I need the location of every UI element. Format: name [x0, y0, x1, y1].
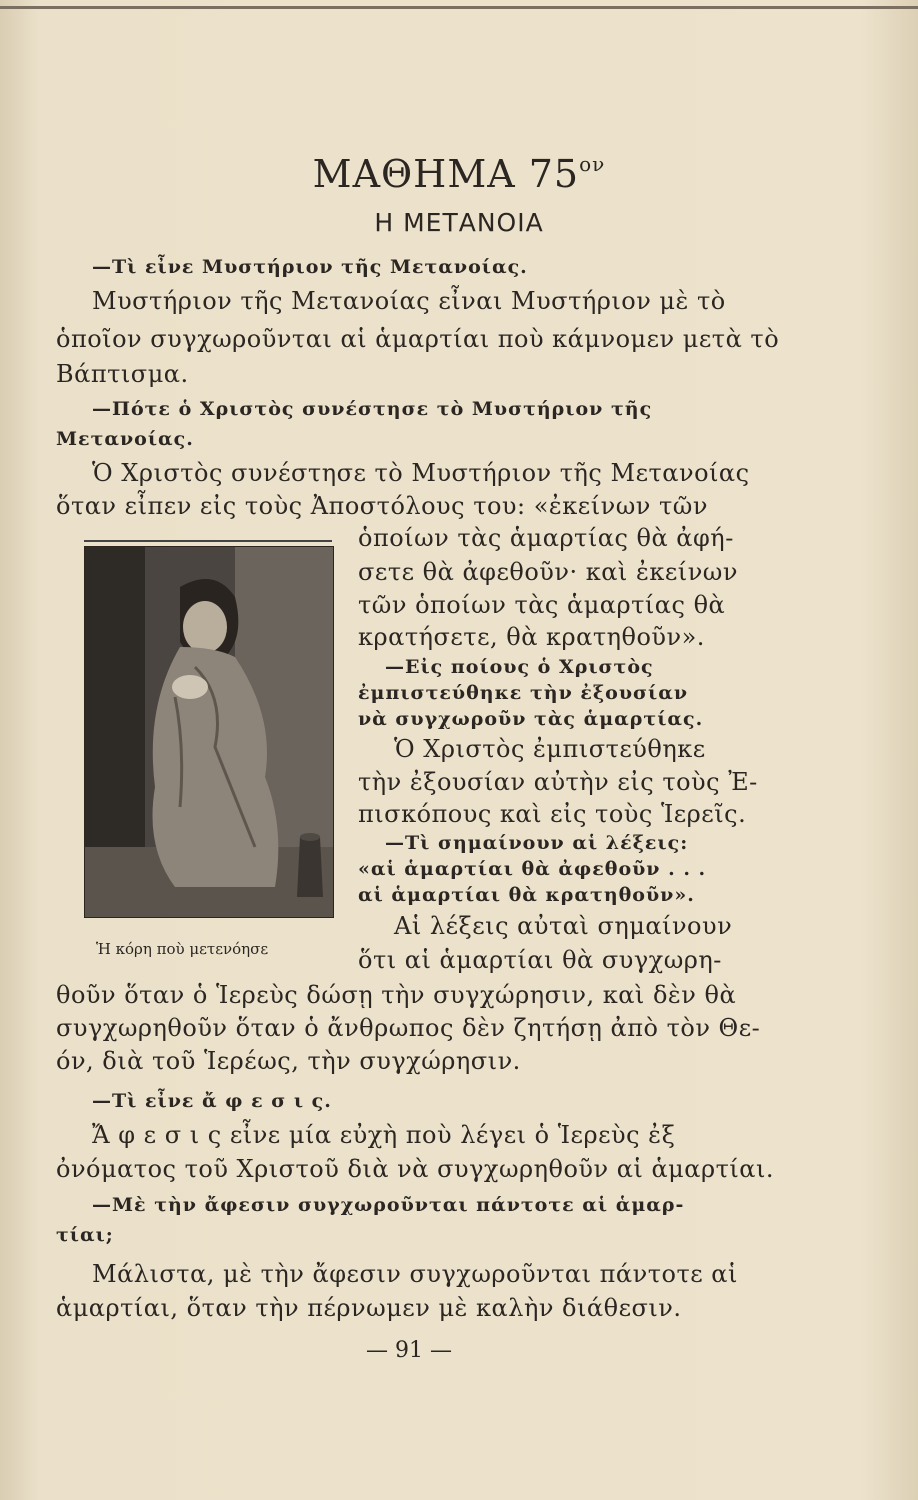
- question-line: τίαι;: [56, 1224, 114, 1246]
- question-line: —Τὶ εἶνε ἄ φ ε σ ι ς.: [92, 1090, 332, 1112]
- question-line: νὰ συγχωροῦν τὰς ἁμαρτίας.: [358, 708, 704, 730]
- text-line: Ὁ Χριστὸς ἐμπιστεύθηκε: [394, 735, 706, 763]
- text-line: Βάπτισμα.: [56, 360, 189, 388]
- figure-caption: Ἡ κόρη ποὺ μετενόησε: [96, 940, 269, 958]
- text-line: Μυστήριον τῆς Μετανοίας εἶναι Μυστήριον μὲ τὸ: [92, 287, 726, 315]
- text-line: πισκόπους καὶ εἰς τοὺς Ἱερεῖς.: [358, 800, 747, 828]
- text-line: Ἄ φ ε σ ι ς εἶνε μία εὐχὴ ποὺ λέγει ὁ Ἱερεὺς ἐξ: [92, 1121, 676, 1149]
- text-line: συγχωρηθοῦν ὅταν ὁ ἄνθρωπος δὲν ζητήσῃ ἀπὸ τὸν Θε-: [56, 1014, 761, 1042]
- page-number: — 91 —: [366, 1338, 452, 1363]
- lesson-title-superscript: ον: [579, 152, 606, 176]
- lesson-title: [0, 152, 918, 196]
- text-line: τὴν ἐξουσίαν αὐτὴν εἰς τοὺς Ἐ-: [358, 768, 758, 796]
- question-line: —Εἰς ποίους ὁ Χριστὸς: [385, 656, 654, 678]
- figure-rule: [84, 540, 332, 542]
- question-line: —Μὲ τὴν ἄφεσιν συγχωροῦνται πάντοτε αἱ ἁμαρ-: [92, 1194, 685, 1216]
- text-line: σετε θὰ ἀφεθοῦν· καὶ ἐκείνων: [358, 558, 738, 586]
- text-line: θοῦν ὅταν ὁ Ἱερεὺς δώσῃ τὴν συγχώρησιν, καὶ δὲν θὰ: [56, 981, 737, 1009]
- text-line: ἁμαρτίαι, ὅταν τὴν πέρνωμεν μὲ καλὴν διάθεσιν.: [56, 1294, 682, 1322]
- question-line: —Τὶ εἶνε Μυστήριον τῆς Μετανοίας.: [92, 256, 528, 278]
- text-line: Μάλιστα, μὲ τὴν ἄφεσιν συγχωροῦνται πάντοτε αἱ: [92, 1260, 738, 1288]
- figure-image: [84, 546, 334, 918]
- text-line: ὁποῖον συγχωροῦνται αἱ ἁμαρτίαι ποὺ κάμνομεν μετὰ τὸ: [56, 325, 780, 353]
- text-line: ὀνόματος τοῦ Χριστοῦ διὰ νὰ συγχωρηθοῦν αἱ ἁμαρτίαι.: [56, 1155, 775, 1183]
- text-line: ὅτι αἱ ἁμαρτίαι θὰ συγχωρη-: [358, 946, 722, 974]
- question-line: «αἱ ἁμαρτίαι θὰ ἀφεθοῦν . . .: [358, 858, 707, 880]
- question-line: —Πότε ὁ Χριστὸς συνέστησε τὸ Μυστήριον τῆς: [92, 398, 653, 420]
- text-line: κρατήσετε, θὰ κρατηθοῦν».: [358, 623, 705, 651]
- text-line: ὁποίων τὰς ἁμαρτίας θὰ ἀφή-: [358, 524, 734, 552]
- lesson-subtitle: Η ΜΕΤΑΝΟΙΑ: [374, 208, 544, 237]
- text-line: Αἱ λέξεις αὐταὶ σημαίνουν: [394, 912, 733, 940]
- lesson-title-text: ΜΑΘΗΜΑ 75: [312, 152, 580, 196]
- question-line: ἐμπιστεύθηκε τὴν ἐξουσίαν: [358, 682, 689, 704]
- question-line: —Τὶ σημαίνουν αἱ λέξεις:: [385, 832, 689, 854]
- question-line: Μετανοίας.: [56, 428, 194, 450]
- text-line: τῶν ὁποίων τὰς ἁμαρτίας θὰ: [358, 591, 726, 619]
- text-line: όν, διὰ τοῦ Ἱερέως, τὴν συγχώρησιν.: [56, 1047, 521, 1075]
- text-line: ὅταν εἶπεν εἰς τοὺς Ἀποστόλους του: «ἐκείνων τῶν: [56, 492, 708, 520]
- penitent-girl-illustration: [85, 547, 333, 917]
- text-line: Ὁ Χριστὸς συνέστησε τὸ Μυστήριον τῆς Μετανοίας: [92, 459, 750, 487]
- top-border: [0, 6, 918, 9]
- question-line: αἱ ἁμαρτίαι θὰ κρατηθοῦν».: [358, 884, 695, 906]
